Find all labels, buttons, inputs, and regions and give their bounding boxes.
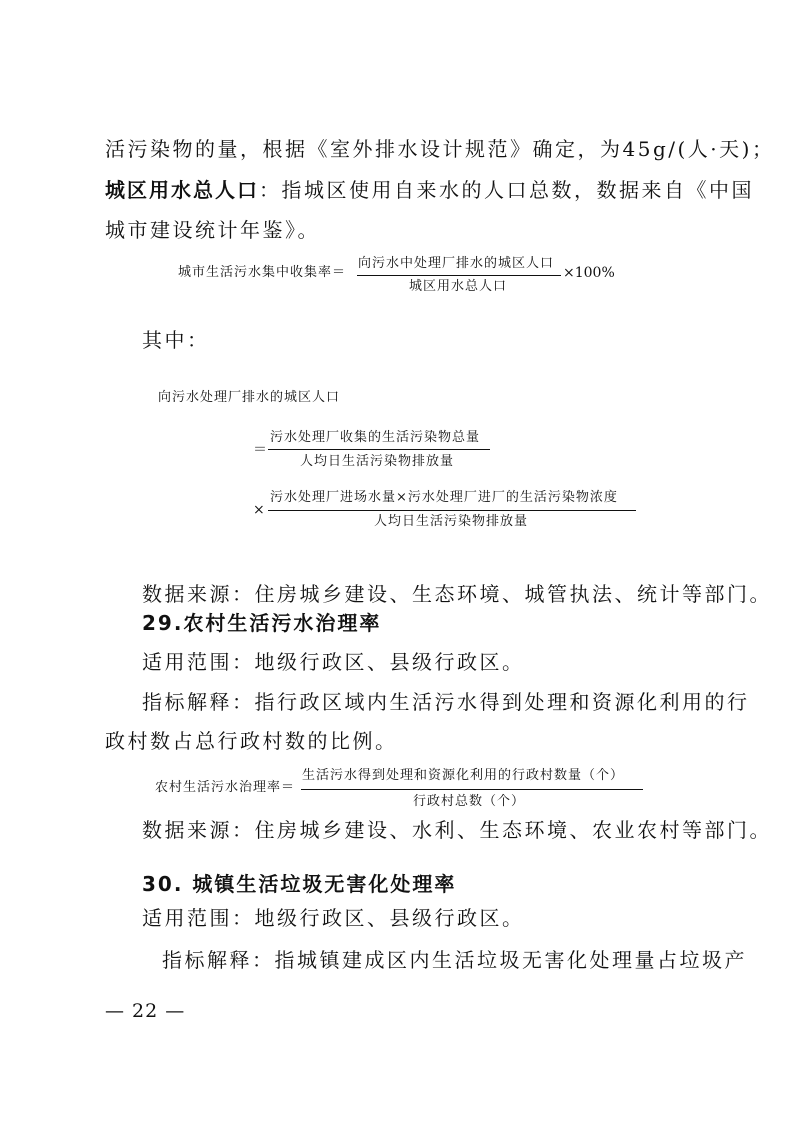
- data-source-1: 数据来源：住房城乡建设、生态环境、城管执法、统计等部门。: [142, 582, 772, 606]
- formula3-fraction-bar: [268, 510, 636, 511]
- formula1-lhs: 城市生活污水集中收集率＝: [178, 265, 347, 280]
- formula1-denominator: 城区用水总人口: [409, 279, 508, 294]
- term-urban-population-definition: ：指城区使用自来水的人口总数，数据来自《中国: [259, 178, 754, 202]
- formula4-lhs: 农村生活污水治理率＝: [155, 780, 296, 795]
- body-line-1: 活污染物的量，根据《室外排水设计规范》确定，为45g/(人·天)；: [105, 137, 775, 161]
- section-30-title: 30. 城镇生活垃圾无害化处理率: [142, 872, 457, 896]
- formula2-equals: ＝: [253, 442, 267, 458]
- formula2-lhs: 向污水处理厂排水的城区人口: [158, 390, 341, 405]
- section-29-explanation-1: 指标解释：指行政区域内生活污水得到处理和资源化利用的行: [142, 690, 750, 714]
- body-line-2: [105, 180, 754, 200]
- term-urban-population: 城区用水总人口: [105, 178, 259, 202]
- data-source-2: 数据来源：住房城乡建设、水利、生态环境、农业农村等部门。: [142, 818, 772, 842]
- section-30-explanation-1: 指标解释：指城镇建成区内生活垃圾无害化处理量占垃圾产: [162, 948, 747, 972]
- formula3-numerator: 污水处理厂进场水量×污水处理厂进厂的生活污染物浓度: [270, 490, 618, 505]
- formula2-numerator: 污水处理厂收集的生活污染物总量: [270, 430, 481, 445]
- formula4-denominator: 行政村总数（个）: [413, 794, 526, 809]
- section-29-scope: 适用范围：地级行政区、县级行政区。: [142, 650, 525, 674]
- formula2-denominator: 人均日生活污染物排放量: [300, 454, 455, 469]
- body-line-3: 城市建设统计年鉴》。: [105, 218, 320, 242]
- formula3-denominator: 人均日生活污染物排放量: [374, 514, 529, 529]
- formula2-fraction-bar: [268, 449, 490, 450]
- formula4-fraction-bar: [301, 789, 643, 790]
- section-30-scope: 适用范围：地级行政区、县级行政区。: [142, 906, 525, 930]
- where-label: 其中：: [142, 328, 210, 352]
- section-29-title: 29.农村生活污水治理率: [142, 611, 382, 635]
- formula4-numerator: 生活污水得到处理和资源化利用的行政村数量（个）: [302, 768, 625, 783]
- formula3-operator: ×: [253, 502, 265, 518]
- formula1-numerator: 向污水中处理厂排水的城区人口: [358, 256, 555, 271]
- formula1-suffix: ×100%: [563, 265, 615, 281]
- section-29-explanation-2: 政村数占总行政村数的比例。: [105, 729, 398, 753]
- formula1-fraction-bar: [357, 275, 561, 276]
- page-number: — 22 —: [105, 1000, 186, 1022]
